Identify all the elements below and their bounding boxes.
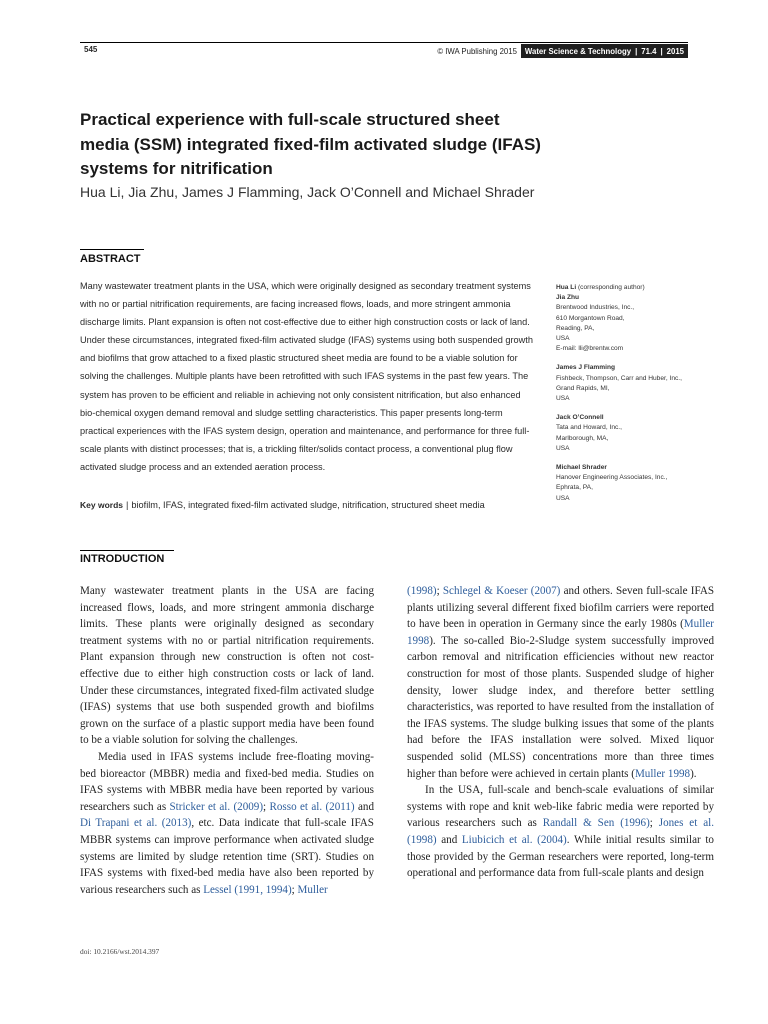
- body-paragraph: [80, 749, 374, 898]
- paper-title: Practical experience with full-scale structured sheet media (SSM) integrated fixed-film activated sludge (IFAS) systems for nitrification: [80, 110, 541, 178]
- citation-link[interactable]: Rosso et al. (2011): [269, 800, 355, 813]
- affiliation-line: Fishbeck, Thompson, Carr and Huber, Inc.,: [556, 374, 682, 382]
- keywords-label: Key words: [80, 500, 123, 510]
- author-list: Hua Li, Jia Zhu, James J Flamming, Jack O’Connell and Michael Shrader: [80, 184, 535, 200]
- affiliation-line: USA: [556, 335, 570, 343]
- citation-link[interactable]: Stricker et al. (2009): [169, 800, 264, 813]
- abstract-rule: [80, 249, 144, 250]
- body-text: and: [436, 833, 462, 846]
- citation-link[interactable]: (1998): [407, 585, 437, 597]
- body-text: . While initial results similar to those provided by the German researchers were reported, long-term operational and performance data from full-scale plants and design: [407, 833, 714, 880]
- abstract-heading: ABSTRACT: [80, 253, 141, 265]
- affiliation-line: Hanover Engineering Associates, Inc.,: [556, 474, 668, 482]
- body-text: and: [354, 800, 374, 813]
- introduction-heading: INTRODUCTION: [80, 553, 165, 565]
- affiliation-line: USA: [556, 395, 570, 403]
- body-paragraph: [407, 782, 714, 882]
- affiliation-line: Reading, PA,: [556, 324, 595, 332]
- separator: |: [126, 500, 129, 510]
- author-name: Michael Shrader: [556, 464, 607, 472]
- affiliation-block: [556, 283, 706, 354]
- citation-link[interactable]: Liubicich et al. (2004): [461, 833, 567, 846]
- header-rule: [80, 42, 688, 43]
- email-link[interactable]: E-mail: lli@brentw.com: [556, 345, 624, 353]
- author-name: Jack O’Connell: [556, 414, 604, 422]
- separator: |: [660, 46, 663, 56]
- affiliation-line: Tata and Howard, Inc.,: [556, 424, 622, 432]
- affiliation-block: [556, 463, 706, 504]
- body-text: , etc. Data indicate that full-scale IFAS MBBR systems can improve performance when activated sludge systems are limited by sludge retention time (SRT). Studies on IFAS systems with fixed-bed media have also been reported by various researchers such as: [80, 817, 374, 896]
- affiliation-line: USA: [556, 494, 570, 502]
- introduction-rule: [80, 550, 174, 551]
- body-text: Media used in IFAS systems include free-floating moving-bed bioreactor (MBBR) media and fixed-bed media. Studies on IFAS systems with MBBR media have been reported by various researchers such as: [80, 750, 374, 813]
- journal-badge: [521, 44, 688, 58]
- affiliation-block: [556, 413, 706, 454]
- abstract-paragraph: Many wastewater treatment plants in the USA, which were originally designed as secondary treatment systems with no or partial nitrification requirements, are facing increased flows, loads, and more stringent ammonia discharge limits. Plant expansion is often not cost-effective due to either high construction costs or lack of land. Under these circumstances, integrated fixed-film activated sludge (IFAS) systems using both suspended growth and biofilms that grow attached to a fixed plastic structured sheet media are found to be a viable solution for solving the challenges. Multiple plants have been retrofitted with such IFAS systems in the past few years. The system has proven to be efficient and reliable in achieving not only consistent nitrification, but also enhanced bio-chemical oxygen demand removal and sludge settling characteristics. This paper presents long-term practical experiences with the IFAS system design, operation and maintenance, and performance for three full-scale plants with distinct processes; that is, a trickling filter/solids contact process, a conventional plug flow activated sludge process and an extended aeration process.: [80, 281, 533, 472]
- citation-link[interactable]: Di Trapani et al. (2013): [80, 817, 192, 830]
- body-text: ;: [291, 883, 298, 896]
- keywords-text: biofilm, IFAS, integrated fixed-film activated sludge, nitrification, structured sheet media: [131, 500, 485, 510]
- body-text: ;: [649, 817, 659, 830]
- affiliation-line: 610 Morgantown Road,: [556, 314, 625, 322]
- author-name: Hua Li: [556, 284, 577, 291]
- page-number: 545: [84, 45, 98, 54]
- affiliation-line: Brentwood Industries, Inc.,: [556, 304, 635, 312]
- body-text: ;: [436, 585, 443, 597]
- citation-link[interactable]: Muller 1998: [407, 618, 714, 647]
- citation-link[interactable]: Jones et al. (1998): [407, 817, 714, 846]
- affiliation-block: [556, 363, 706, 404]
- journal-header: [437, 44, 688, 58]
- abstract-text: [80, 277, 535, 476]
- affiliation-line: Marlborough, MA,: [556, 434, 609, 442]
- body-text: and others. Seven full-scale IFAS plants utilizing several different fixed biofilm carriers were reported to have been in operation in Germany since the early 1980s (: [407, 585, 715, 631]
- author-name: James J Flamming: [556, 364, 616, 372]
- affiliation-line: Grand Rapids, MI,: [556, 384, 610, 392]
- doi-label: doi: 10.2166/wst.2014.397: [80, 947, 160, 956]
- body-text: ;: [263, 800, 270, 813]
- body-paragraph: Many wastewater treatment plants in the USA are facing increased flows, loads, and more stringent ammonia discharge limits. These plants were originally designed as secondary treatment systems with no or partial nitrification requirements. Plant expansion through new construction is often not cost-effective due to either high construction costs or lack of land. Under these circumstances, integrated fixed-film activated sludge (IFAS) systems that use both suspended growth and biofilms grown on the surface of a plastic support media have been found to be a viable solution for solving the challenges.: [80, 585, 374, 747]
- corresponding-note: (corresponding author): [576, 284, 645, 291]
- affiliations: [556, 283, 706, 513]
- author-name: Jia Zhu: [556, 294, 580, 302]
- journal-year: 2015: [666, 46, 684, 56]
- citation-link[interactable]: Schlegel & Koeser (2007): [442, 585, 561, 597]
- citation-link[interactable]: Lessel (1991, 1994): [203, 883, 292, 896]
- body-text: ).: [690, 767, 697, 780]
- body-text: ). The so-called Bio-2-Sludge system successfully improved carbon removal and nitrification efficiencies without new reactor construction for most of those plants. Suspended sludge of higher density, lower sludge index, and therefore better settling characteristics, was reported to have resulted from the installation of the IFAS systems. The sludge bulking issues that some of the plants had before the IFAS installation were solved. Mixed liquor suspended solid (MLSS) concentrations more than three times higher than before were achieved in certain plants (: [407, 634, 714, 780]
- body-column-left: [80, 583, 374, 898]
- body-column-right: [407, 583, 714, 882]
- affiliation-line: Ephrata, PA,: [556, 484, 593, 492]
- citation-link[interactable]: Muller: [297, 883, 328, 896]
- affiliation-line: USA: [556, 444, 570, 452]
- keywords-line: [80, 500, 550, 510]
- citation-link[interactable]: Muller 1998: [634, 767, 691, 780]
- publisher-label: © IWA Publishing 2015: [437, 46, 517, 56]
- body-text: In the USA, full-scale and bench-scale evaluations of similar systems with rope and knit web-like fabric media were reported by various researchers such as: [407, 784, 714, 830]
- body-paragraph: [407, 583, 714, 782]
- citation-link[interactable]: Randall & Sen (1996): [542, 817, 650, 830]
- journal-name: Water Science & Technology: [524, 46, 632, 56]
- separator: |: [635, 46, 638, 56]
- journal-volume: 71.4: [641, 46, 657, 56]
